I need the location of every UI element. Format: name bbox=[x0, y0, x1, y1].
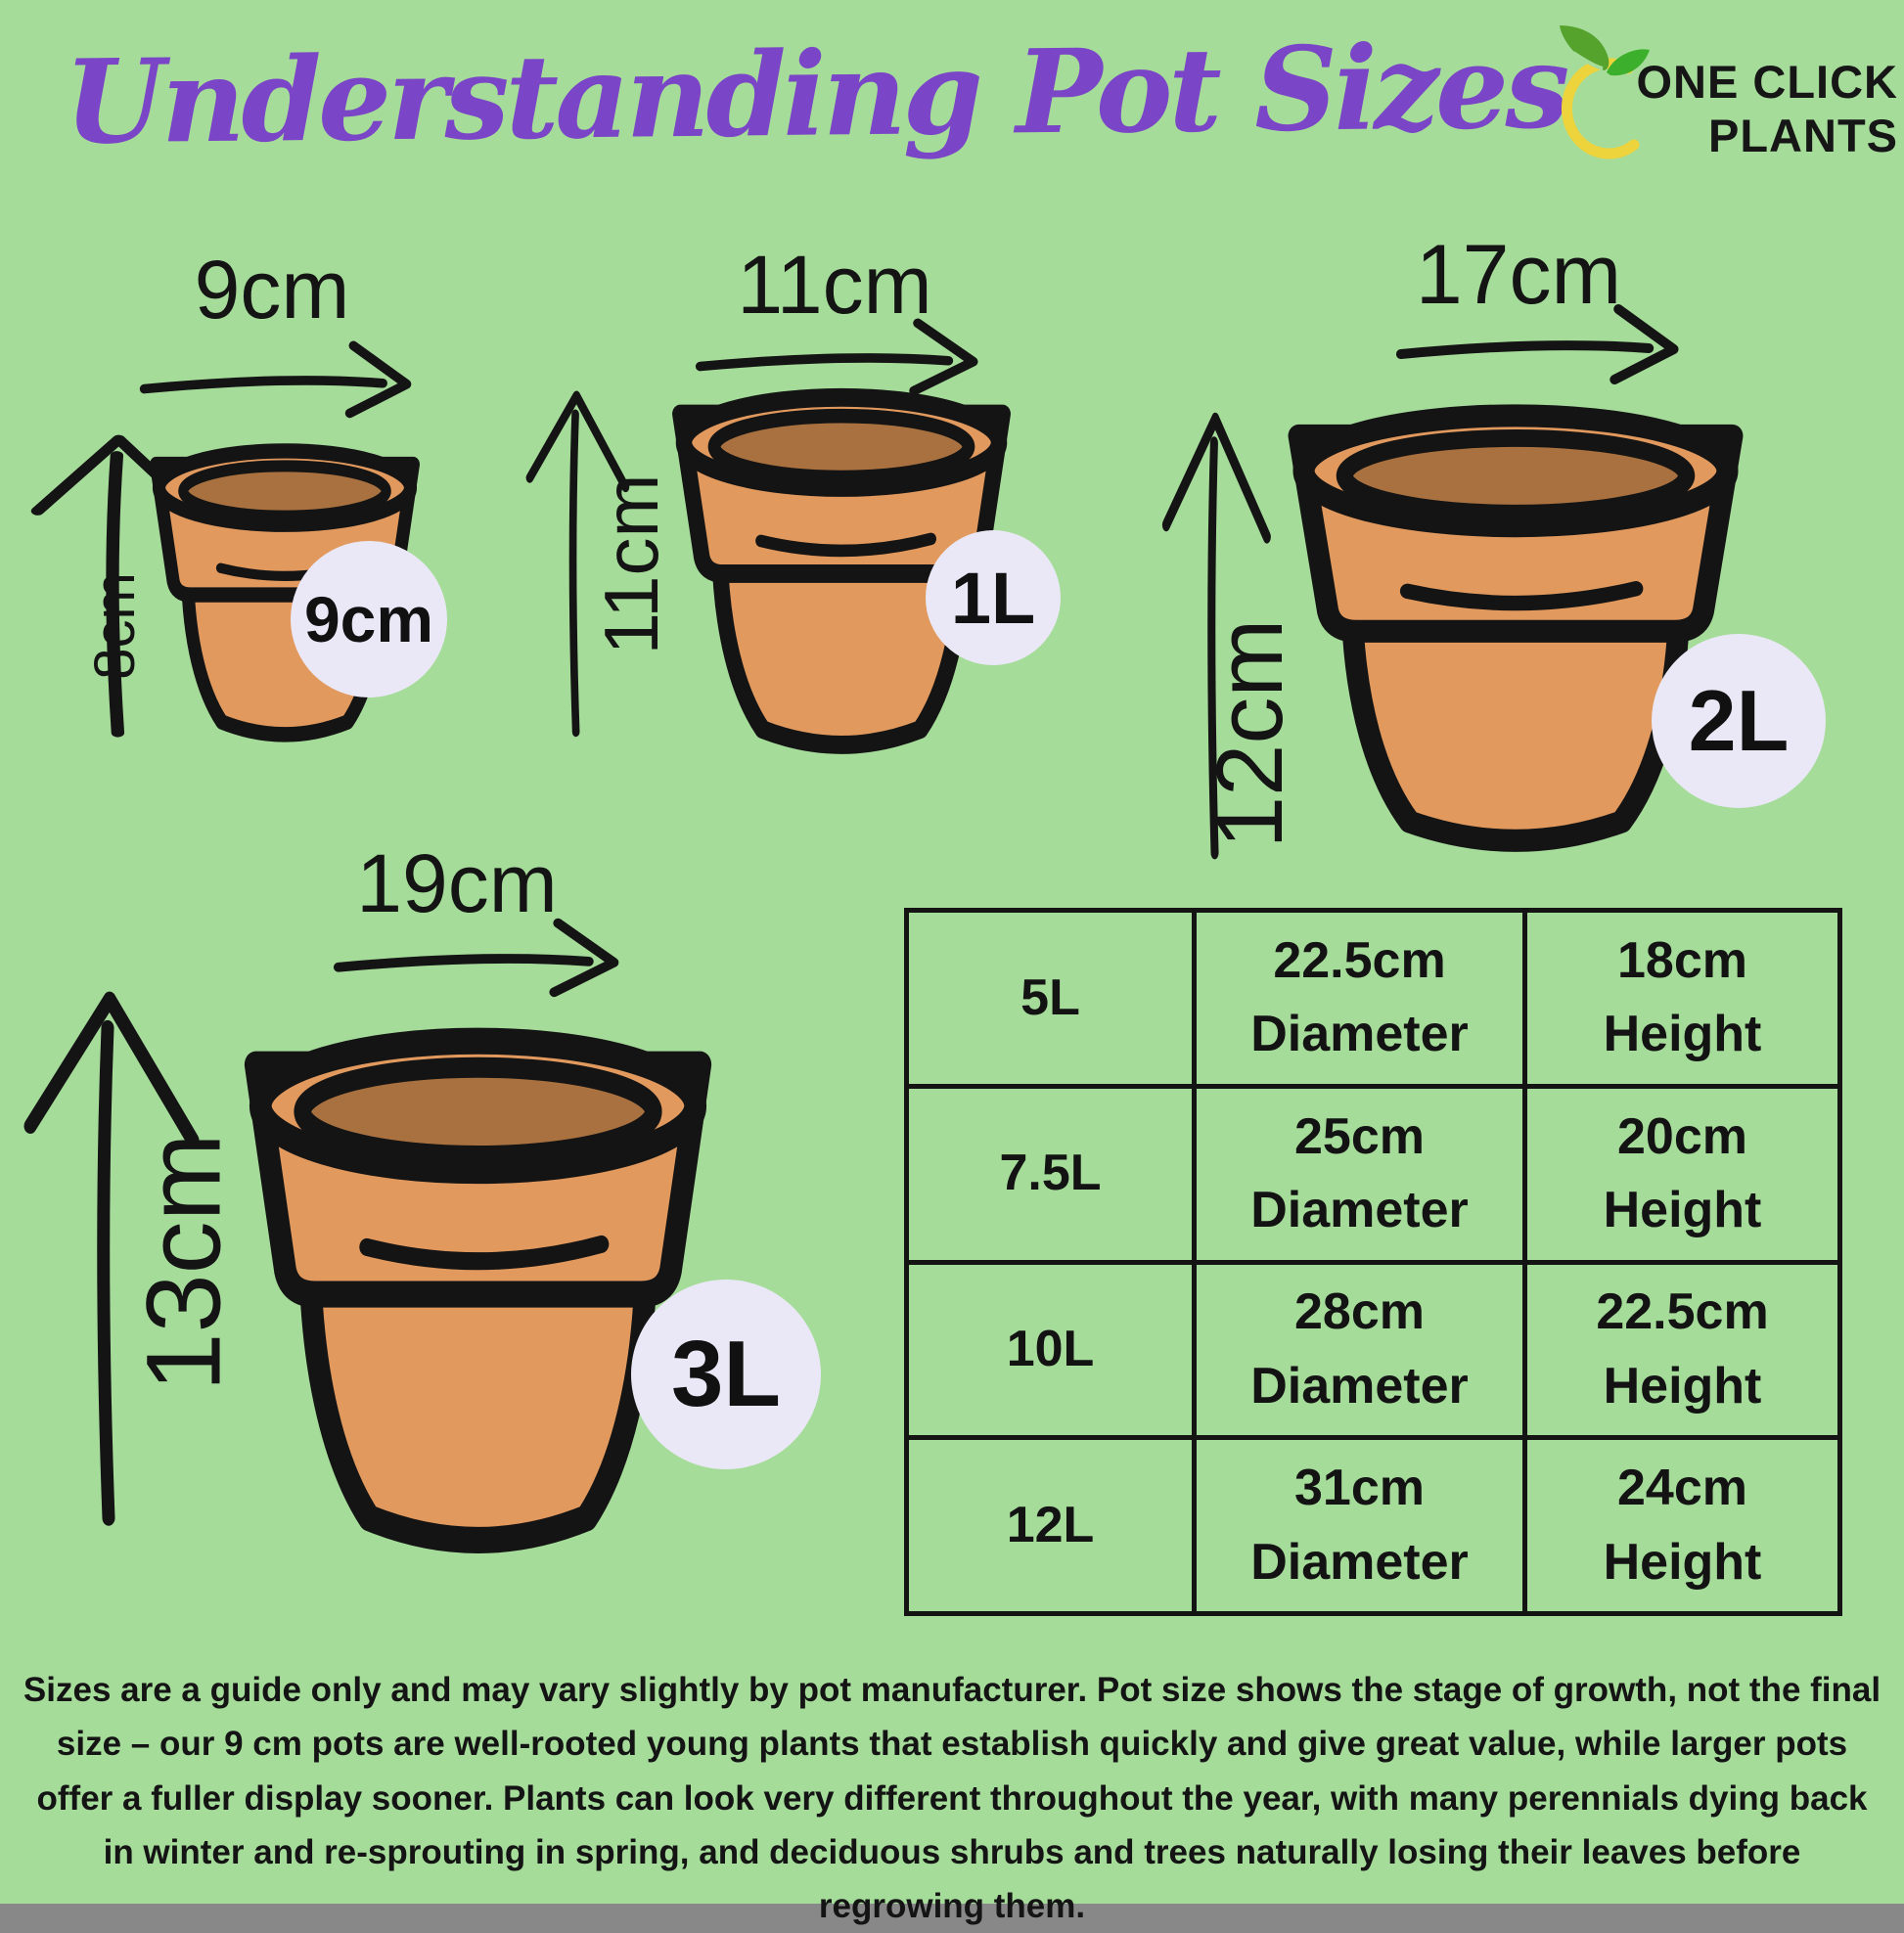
pot4-diameter-arrow-icon bbox=[331, 908, 639, 1004]
diameter-word: Diameter bbox=[1250, 1006, 1469, 1063]
diameter-word: Diameter bbox=[1250, 1182, 1469, 1239]
pot4-size-badge: 3L bbox=[631, 1280, 821, 1469]
pot1-diameter-arrow-icon bbox=[137, 331, 431, 425]
diameter-value: 28cm bbox=[1294, 1283, 1425, 1341]
pot2-height-label: 11cm bbox=[588, 473, 674, 655]
height-word: Height bbox=[1603, 1006, 1762, 1063]
size-cell: 10L bbox=[907, 1262, 1195, 1438]
pot2-diameter-label: 11cm bbox=[737, 239, 932, 331]
size-cell: 7.5L bbox=[907, 1086, 1195, 1262]
pot4-illustration bbox=[231, 1000, 725, 1559]
pot3-diameter-label: 17cm bbox=[1415, 228, 1622, 322]
pot3-diameter-arrow-icon bbox=[1393, 293, 1699, 391]
height-word: Height bbox=[1603, 1182, 1762, 1239]
height-cell bbox=[1525, 1086, 1840, 1262]
pot1-diameter-label: 9cm bbox=[194, 244, 350, 336]
diameter-cell bbox=[1195, 1262, 1525, 1438]
diameter-value: 25cm bbox=[1294, 1107, 1425, 1165]
diameter-word: Diameter bbox=[1250, 1357, 1469, 1415]
diameter-value: 31cm bbox=[1294, 1460, 1425, 1517]
diameter-cell bbox=[1195, 1438, 1525, 1614]
size-cell: 5L bbox=[907, 911, 1195, 1087]
logo-line1: ONE CLICK bbox=[1636, 56, 1898, 108]
pot1-height-label: 8cm bbox=[83, 572, 147, 680]
height-word: Height bbox=[1603, 1533, 1762, 1591]
table-row bbox=[907, 1438, 1840, 1614]
height-word: Height bbox=[1603, 1357, 1762, 1415]
logo-line2: PLANTS bbox=[1708, 110, 1898, 162]
pot3-size-badge: 2L bbox=[1652, 634, 1826, 808]
table-row bbox=[907, 1086, 1840, 1262]
pot2-size-badge: 1L bbox=[926, 530, 1061, 665]
diameter-cell bbox=[1195, 911, 1525, 1087]
diameter-word: Diameter bbox=[1250, 1533, 1469, 1591]
pot4-diameter-label: 19cm bbox=[356, 837, 558, 929]
pot4-height-label: 13cm bbox=[123, 1133, 243, 1392]
leaf-icon bbox=[1560, 25, 1609, 70]
logo-wordmark bbox=[1616, 55, 1898, 163]
height-value: 24cm bbox=[1617, 1460, 1747, 1517]
height-value: 18cm bbox=[1617, 931, 1747, 989]
height-cell bbox=[1525, 1438, 1840, 1614]
page-title: Understanding Pot Sizes bbox=[64, 18, 1567, 170]
height-value: 22.5cm bbox=[1596, 1283, 1769, 1341]
diameter-value: 22.5cm bbox=[1273, 931, 1446, 989]
pot1-size-badge: 9cm bbox=[291, 541, 447, 697]
table-row bbox=[907, 1262, 1840, 1438]
pot-size-table bbox=[904, 908, 1842, 1616]
table-row bbox=[907, 911, 1840, 1087]
diameter-cell bbox=[1195, 1086, 1525, 1262]
height-value: 20cm bbox=[1617, 1107, 1747, 1165]
height-cell bbox=[1525, 911, 1840, 1087]
pot3-height-label: 12cm bbox=[1198, 618, 1302, 849]
disclaimer-text: Sizes are a guide only and may vary slightly by pot manufacturer. Pot size shows the stage of growth, not the final size – our 9 cm pots are well-rooted young plants that establish quickly and give great value, while larger pots offer a fuller display sooner. Plants can look very different throughout the year, with many perennials dying back in winter and re-sprouting in spring, and deciduous shrubs and trees naturally losing their leaves before regrowing them. bbox=[23, 1671, 1881, 1926]
size-cell: 12L bbox=[907, 1438, 1195, 1614]
height-cell bbox=[1525, 1262, 1840, 1438]
